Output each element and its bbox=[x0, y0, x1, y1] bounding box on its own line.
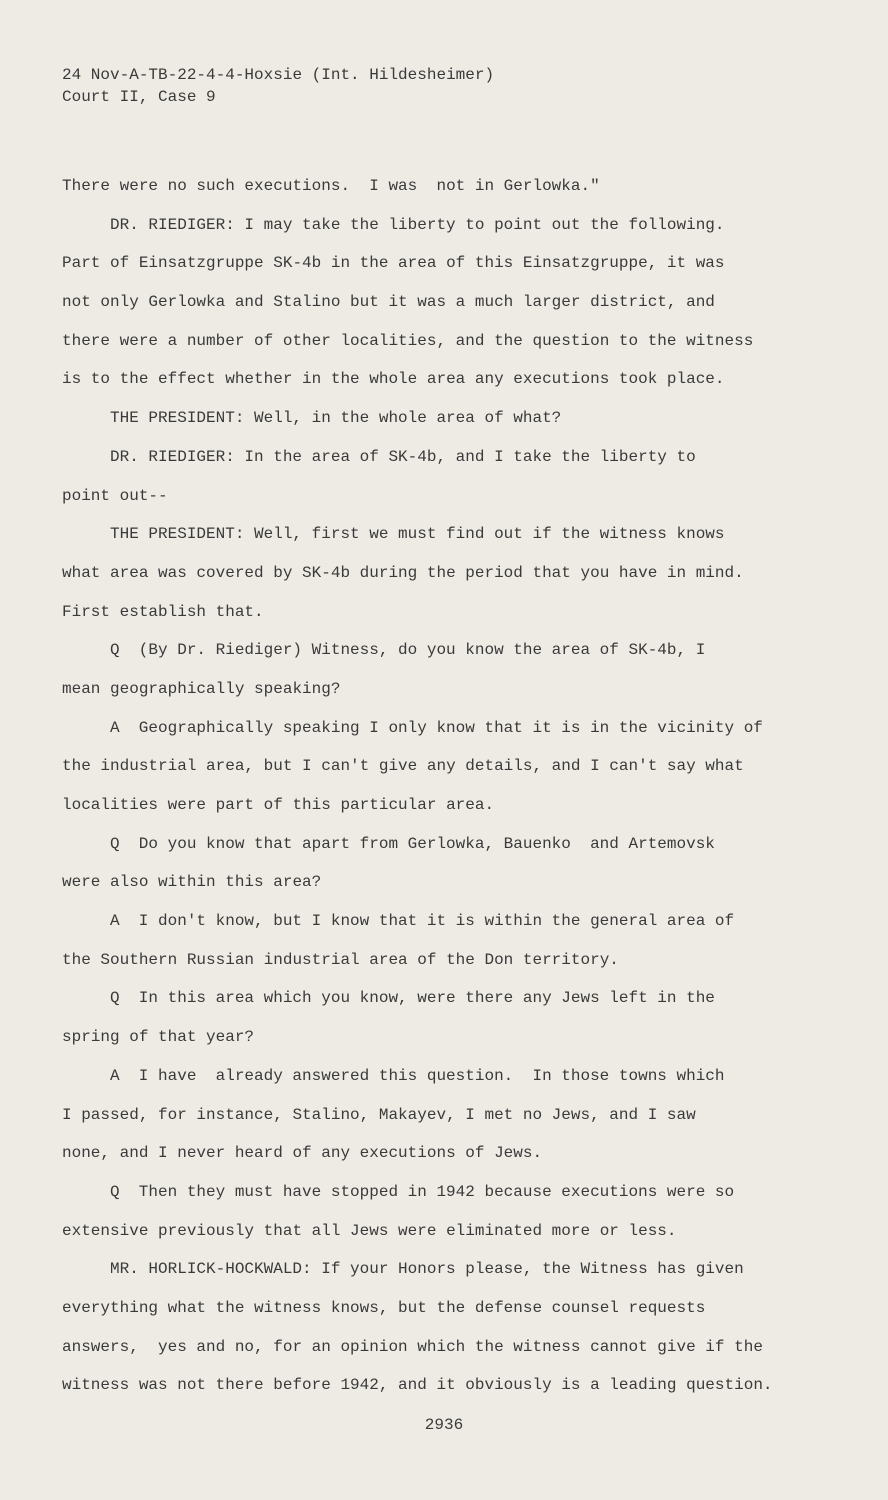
transcript-line: none, and I never heard of any executions of Jews. bbox=[62, 1144, 543, 1163]
transcript-line: the Southern Russian industrial area of the Don territory. bbox=[62, 950, 619, 969]
transcript-line: DR. RIEDIGER: In the area of SK-4b, and I take the liberty to bbox=[110, 447, 696, 466]
transcript-line: answers, yes and no, for an opinion which the witness cannot give if the bbox=[62, 1337, 763, 1356]
transcript-line: everything what the witness knows, but the defense counsel requests bbox=[62, 1298, 706, 1317]
transcript-line: THE PRESIDENT: Well, in the whole area of what? bbox=[110, 409, 562, 428]
transcript-line: witness was not there before 1942, and it obviously is a leading question. bbox=[62, 1376, 773, 1395]
transcript-body bbox=[62, 174, 773, 1412]
transcript-line: what area was covered by SK-4b during the period that you have in mind. bbox=[62, 563, 744, 582]
transcript-line: Q In this area which you know, were there any Jews left in the bbox=[110, 989, 715, 1008]
header-line-1: 24 Nov-A-TB-22-4-4-Hoxsie (Int. Hildesheimer) bbox=[62, 66, 495, 84]
transcript-line: is to the effect whether in the whole area any executions took place. bbox=[62, 370, 725, 389]
document-header bbox=[62, 64, 494, 108]
transcript-line: not only Gerlowka and Stalino but it was a much larger district, and bbox=[62, 293, 715, 312]
transcript-line: there were a number of other localities, and the question to the witness bbox=[62, 331, 754, 350]
transcript-line: Q Do you know that apart from Gerlowka, Bauenko and Artemovsk bbox=[110, 834, 715, 853]
transcript-line: Q Then they must have stopped in 1942 because executions were so bbox=[110, 1182, 735, 1201]
transcript-line: A Geographically speaking I only know that it is in the vicinity of bbox=[110, 718, 763, 737]
transcript-line: First establish that. bbox=[62, 602, 264, 621]
transcript-line: A I have already answered this question. In those towns which bbox=[110, 1066, 725, 1085]
transcript-line: There were no such executions. I was not in Gerlowka." bbox=[62, 177, 600, 195]
transcript-line: Part of Einsatzgruppe SK-4b in the area of this Einsatzgruppe, it was bbox=[62, 254, 725, 273]
transcript-line: the industrial area, but I can't give any details, and I can't say what bbox=[62, 757, 744, 776]
transcript-line: spring of that year? bbox=[62, 1028, 255, 1047]
transcript-line: MR. HORLICK-HOCKWALD: If your Honors please, the Witness has given bbox=[110, 1260, 744, 1279]
transcript-line: Q (By Dr. Riediger) Witness, do you know the area of SK-4b, I bbox=[110, 641, 706, 660]
transcript-line: A I don't know, but I know that it is within the general area of bbox=[110, 912, 735, 931]
transcript-line: DR. RIEDIGER: I may take the liberty to point out the following. bbox=[110, 215, 725, 234]
transcript-line: THE PRESIDENT: Well, first we must find out if the witness knows bbox=[110, 525, 725, 544]
header-line-2: Court II, Case 9 bbox=[62, 88, 216, 106]
page-number: 2936 bbox=[424, 1416, 464, 1434]
transcript-line: point out-- bbox=[62, 486, 168, 505]
transcript-line: mean geographically speaking? bbox=[62, 679, 341, 698]
transcript-line: I passed, for instance, Stalino, Makayev, I met no Jews, and I saw bbox=[62, 1105, 696, 1124]
transcript-line: were also within this area? bbox=[62, 873, 322, 892]
transcript-line: extensive previously that all Jews were eliminated more or less. bbox=[62, 1221, 677, 1240]
transcript-line: localities were part of this particular area. bbox=[62, 796, 495, 814]
